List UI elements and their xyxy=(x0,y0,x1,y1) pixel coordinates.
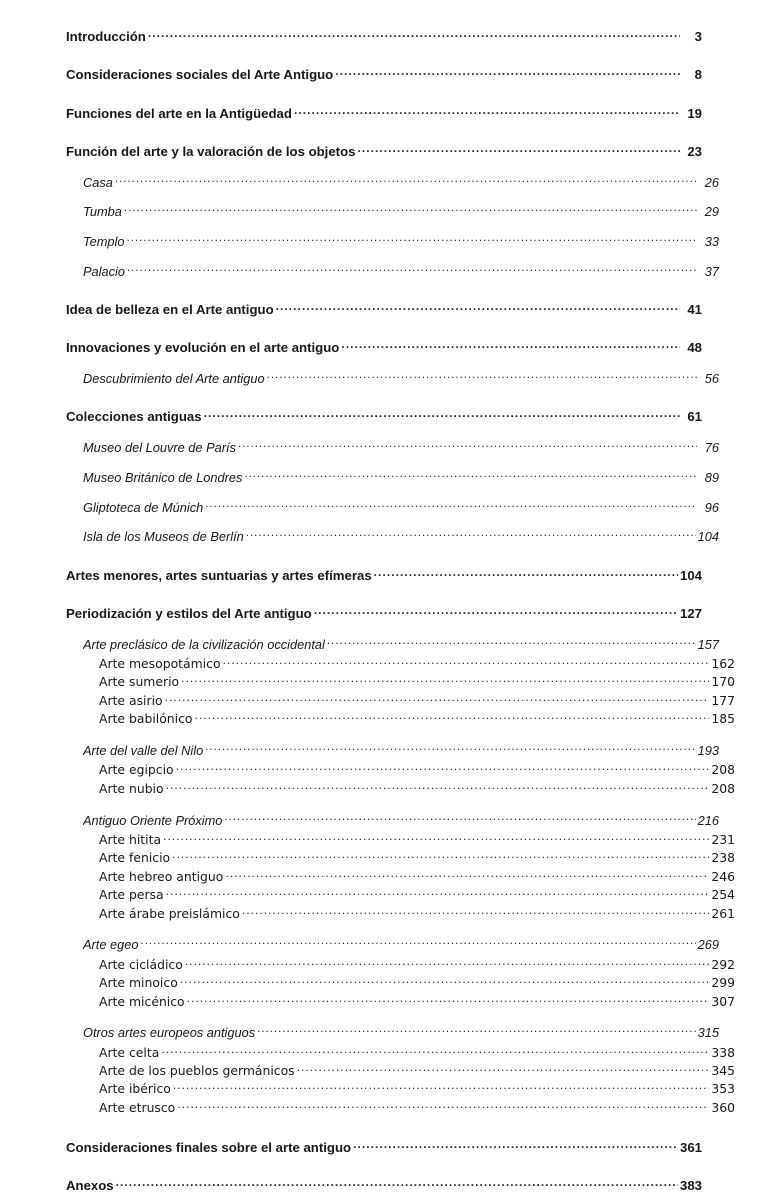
toc-entry-level-3[interactable] xyxy=(99,656,735,671)
toc-entry-page-number: 292 xyxy=(711,956,735,972)
dot-leader xyxy=(181,674,709,686)
dot-leader xyxy=(185,956,710,968)
toc-entry-title: Función del arte y la valoración de los objetos xyxy=(66,143,356,159)
dot-leader xyxy=(327,636,696,649)
toc-entry-page-number: 26 xyxy=(704,174,719,190)
toc-entry-title: Arte ibérico xyxy=(99,1081,171,1097)
dot-leader xyxy=(165,692,710,704)
toc-entry-page-number: 104 xyxy=(697,529,719,545)
toc-entry-title: Arte hebreo antiguo xyxy=(99,868,224,884)
toc-entry-page-number: 23 xyxy=(687,143,702,159)
toc-entry-page-number: 383 xyxy=(679,1178,702,1194)
dot-leader xyxy=(161,1044,709,1056)
toc-entry-title: Consideraciones finales sobre el arte antiguo xyxy=(66,1140,352,1156)
dot-leader xyxy=(127,263,697,276)
dot-leader xyxy=(148,28,680,41)
toc-entry-level-2[interactable] xyxy=(83,174,719,191)
toc-entry-title: Arte hitita xyxy=(99,831,162,847)
toc-entry-level-1[interactable] xyxy=(66,28,702,45)
toc-entry-page-number: 208 xyxy=(711,762,735,778)
toc-entry-level-1[interactable] xyxy=(66,301,702,318)
toc-entry-level-2[interactable] xyxy=(83,529,719,546)
dot-leader xyxy=(177,1099,709,1111)
toc-entry-title: Arte celta xyxy=(99,1044,160,1060)
toc-entry-title: Artes menores, artes suntuarias y artes efímeras xyxy=(66,567,372,583)
dot-leader xyxy=(166,887,710,899)
toc-entry-level-3[interactable] xyxy=(99,905,735,920)
toc-entry-title: Arte cicládico xyxy=(99,956,183,972)
toc-entry-page-number: 48 xyxy=(687,340,702,356)
dot-leader xyxy=(244,469,697,482)
dot-leader xyxy=(176,762,710,774)
toc-entry-title: Idea de belleza en el Arte antiguo xyxy=(66,302,274,318)
toc-entry-level-3[interactable] xyxy=(99,993,735,1008)
toc-entry-level-3[interactable] xyxy=(99,692,735,707)
dot-leader xyxy=(205,499,697,512)
toc-entry-level-1[interactable] xyxy=(66,143,702,160)
toc-entry-title: Palacio xyxy=(83,263,125,279)
toc-entry-title: Arte mesopotámico xyxy=(99,656,221,672)
toc-entry-page-number: 157 xyxy=(697,636,719,652)
toc-entry-title: Arte egipcio xyxy=(99,762,174,778)
toc-entry-page-number: 216 xyxy=(697,812,719,828)
dot-leader xyxy=(357,143,680,156)
toc-entry-page-number: 299 xyxy=(711,975,735,991)
dot-leader xyxy=(166,780,710,792)
toc-entry-page-number: 360 xyxy=(711,1099,735,1115)
toc-entry-page-number: 345 xyxy=(711,1063,735,1079)
toc-entry-page-number: 96 xyxy=(704,499,719,515)
toc-entry-title: Arte sumerio xyxy=(99,674,180,690)
dot-leader xyxy=(225,868,709,880)
toc-entry-page-number: 170 xyxy=(711,674,735,690)
dot-leader xyxy=(124,204,697,217)
toc-entry-title: Antiguo Oriente Próximo xyxy=(83,812,223,828)
dot-leader xyxy=(341,339,680,352)
dot-leader xyxy=(238,439,697,452)
toc-entry-title: Arte etrusco xyxy=(99,1099,176,1115)
dot-leader xyxy=(224,812,695,825)
toc-entry-level-3[interactable] xyxy=(99,780,735,795)
toc-entry-page-number: 61 xyxy=(687,409,702,425)
toc-entry-title: Arte asirio xyxy=(99,692,163,708)
toc-entry-title: Isla de los Museos de Berlín xyxy=(83,529,244,545)
dot-leader xyxy=(127,233,698,246)
toc-entry-title: Consideraciones sociales del Arte Antiguo xyxy=(66,67,334,83)
toc-entry-level-3[interactable] xyxy=(99,975,735,990)
dot-leader xyxy=(276,301,680,314)
dot-leader xyxy=(297,1063,710,1075)
dot-leader xyxy=(335,66,680,79)
toc-entry-level-2[interactable] xyxy=(83,204,719,221)
dot-leader xyxy=(267,370,697,383)
toc-entry-title: Arte minoico xyxy=(99,975,178,991)
dot-leader xyxy=(294,104,680,117)
dot-leader xyxy=(246,529,696,542)
toc-entry-page-number: 361 xyxy=(679,1140,702,1156)
toc-entry-page-number: 89 xyxy=(704,469,719,485)
toc-entry-page-number: 231 xyxy=(711,831,735,847)
toc-entry-level-2[interactable] xyxy=(83,469,719,486)
toc-entry-title: Arte micénico xyxy=(99,993,185,1009)
dot-leader xyxy=(173,1081,709,1093)
dot-leader xyxy=(187,993,710,1005)
dot-leader xyxy=(242,905,709,917)
dot-leader xyxy=(374,566,678,579)
dot-leader xyxy=(163,832,709,844)
toc-entry-level-3[interactable] xyxy=(99,674,735,689)
toc-entry-level-3[interactable] xyxy=(99,956,735,971)
dot-leader xyxy=(115,174,697,187)
toc-entry-page-number: 177 xyxy=(711,692,735,708)
toc-entry-page-number: 315 xyxy=(697,1025,719,1041)
toc-entry-title: Descubrimiento del Arte antiguo xyxy=(83,371,265,387)
toc-entry-title: Arte del valle del Nilo xyxy=(83,743,204,759)
toc-entry-level-2[interactable] xyxy=(83,370,719,387)
dot-leader xyxy=(172,850,709,862)
toc-entry-page-number: 208 xyxy=(711,780,735,796)
toc-entry-level-2[interactable] xyxy=(83,439,719,456)
toc-entry-title: Gliptoteca de Múnich xyxy=(83,499,204,515)
toc-entry-level-3[interactable] xyxy=(99,711,735,726)
toc-entry-level-3[interactable] xyxy=(99,1044,735,1059)
dot-leader xyxy=(353,1139,678,1152)
toc-entry-level-3[interactable] xyxy=(99,1081,735,1096)
toc-entry-page-number: 254 xyxy=(711,887,735,903)
toc-entry-level-2[interactable] xyxy=(83,937,719,954)
toc-entry-title: Anexos xyxy=(66,1178,114,1194)
toc-list xyxy=(66,28,735,1194)
toc-entry-title: Arte de los pueblos germánicos xyxy=(99,1063,295,1079)
dot-leader xyxy=(257,1025,695,1038)
toc-entry-page-number: 338 xyxy=(711,1044,735,1060)
toc-entry-page-number: 33 xyxy=(704,234,719,250)
toc-entry-level-1[interactable] xyxy=(66,1139,702,1156)
toc-entry-level-3[interactable] xyxy=(99,1063,735,1078)
toc-entry-page-number: 56 xyxy=(704,371,719,387)
toc-entry-title: Arte egeo xyxy=(83,937,139,953)
toc-entry-page-number: 261 xyxy=(711,905,735,921)
toc-entry-level-3[interactable] xyxy=(99,832,735,847)
toc-entry-title: Introducción xyxy=(66,29,146,45)
toc-entry-title: Innovaciones y evolución en el arte antiguo xyxy=(66,340,340,356)
toc-entry-page-number: 307 xyxy=(711,993,735,1009)
toc-entry-title: Arte babilónico xyxy=(99,711,193,727)
dot-leader xyxy=(194,711,709,723)
toc-entry-page-number: 76 xyxy=(704,440,719,456)
toc-entry-title: Arte persa xyxy=(99,887,164,903)
toc-entry-title: Templo xyxy=(83,234,125,250)
toc-entry-page-number: 104 xyxy=(679,567,702,583)
toc-entry-level-1[interactable] xyxy=(66,104,702,121)
toc-entry-level-2[interactable] xyxy=(83,233,719,250)
toc-entry-level-2[interactable] xyxy=(83,1025,719,1042)
toc-entry-title: Otros artes europeos antiguos xyxy=(83,1025,256,1041)
toc-entry-level-3[interactable] xyxy=(99,1099,735,1114)
toc-entry-title: Museo del Louvre de París xyxy=(83,440,236,456)
toc-entry-title: Arte preclásico de la civilización occidental xyxy=(83,636,325,652)
toc-entry-page-number: 127 xyxy=(679,605,702,621)
toc-entry-level-3[interactable] xyxy=(99,850,735,865)
toc-entry-title: Casa xyxy=(83,174,113,190)
toc-entry-page-number: 238 xyxy=(711,850,735,866)
toc-entry-level-1[interactable] xyxy=(66,339,702,356)
toc-entry-level-2[interactable] xyxy=(83,812,719,829)
toc-entry-page-number: 162 xyxy=(711,656,735,672)
toc-entry-title: Arte nubio xyxy=(99,780,164,796)
toc-entry-level-1[interactable] xyxy=(66,408,702,425)
toc-entry-title: Colecciones antiguas xyxy=(66,409,202,425)
toc-entry-page-number: 19 xyxy=(687,105,702,121)
toc-entry-page-number: 353 xyxy=(711,1081,735,1097)
toc-entry-page-number: 269 xyxy=(697,937,719,953)
toc-entry-level-2[interactable] xyxy=(83,263,719,280)
toc-entry-title: Arte fenicio xyxy=(99,850,171,866)
toc-entry-level-1[interactable] xyxy=(66,1177,702,1194)
toc-entry-page-number: 246 xyxy=(711,868,735,884)
toc-entry-level-2[interactable] xyxy=(83,742,719,759)
dot-leader xyxy=(180,975,710,987)
dot-leader xyxy=(204,408,680,421)
toc-entry-level-3[interactable] xyxy=(99,887,735,902)
toc-entry-title: Funciones del arte en la Antigüedad xyxy=(66,105,292,121)
toc-entry-level-3[interactable] xyxy=(99,762,735,777)
toc-entry-title: Arte árabe preislámico xyxy=(99,905,240,921)
toc-entry-title: Periodización y estilos del Arte antiguo xyxy=(66,605,312,621)
toc-entry-page-number: 3 xyxy=(694,29,702,45)
toc-entry-page-number: 8 xyxy=(694,67,702,83)
toc-entry-title: Tumba xyxy=(83,204,122,220)
toc-entry-level-2[interactable] xyxy=(83,499,719,516)
toc-entry-level-3[interactable] xyxy=(99,868,735,883)
toc-entry-page-number: 37 xyxy=(704,263,719,279)
toc-entry-title: Museo Británico de Londres xyxy=(83,469,243,485)
dot-leader xyxy=(314,605,678,618)
toc-entry-level-1[interactable] xyxy=(66,566,702,583)
dot-leader xyxy=(116,1177,678,1190)
toc-entry-page-number: 193 xyxy=(697,743,719,759)
toc-entry-page-number: 29 xyxy=(704,204,719,220)
toc-entry-level-1[interactable] xyxy=(66,605,702,622)
dot-leader xyxy=(141,937,696,950)
toc-entry-level-1[interactable] xyxy=(66,66,702,83)
toc-entry-page-number: 185 xyxy=(711,711,735,727)
toc-entry-level-2[interactable] xyxy=(83,636,719,653)
dot-leader xyxy=(223,656,710,668)
toc-entry-page-number: 41 xyxy=(687,302,702,318)
dot-leader xyxy=(205,742,695,755)
